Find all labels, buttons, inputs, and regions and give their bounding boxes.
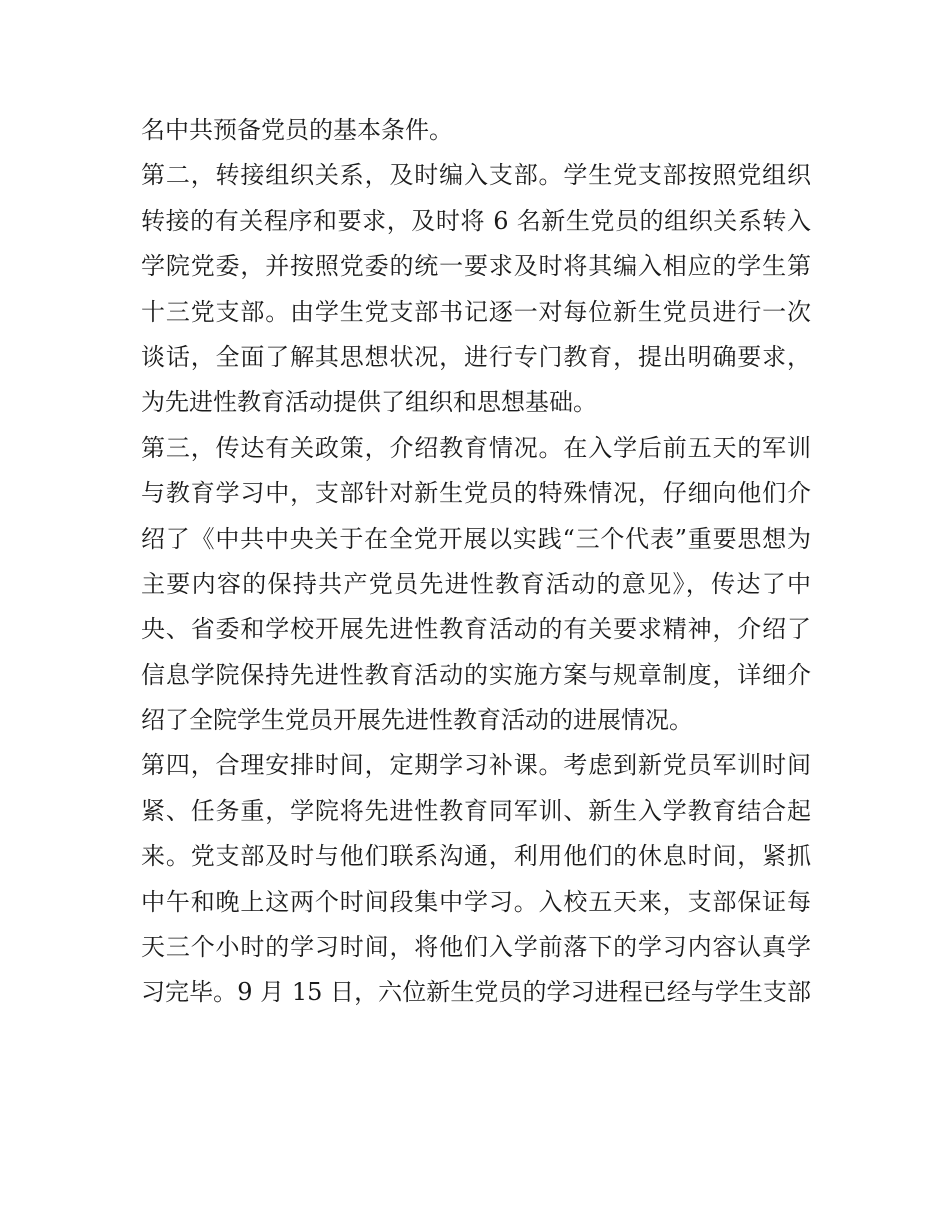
text-line: 习完毕。9 月 15 日，六位新生党员的学习进程已经与学生支部: [141, 978, 811, 1007]
text-line: 转接的有关程序和要求，及时将 6 名新生党员的组织关系转入: [141, 206, 811, 235]
text-line: 紧、任务重，学院将先进性教育同军训、新生入学教育结合起: [141, 796, 811, 825]
text-line: 主要内容的保持共产党员先进性教育活动的意见》，传达了中: [141, 569, 811, 598]
body-text: [141, 108, 811, 1016]
text-line: 央、省委和学校开展先进性教育活动的有关要求精神，介绍了: [141, 615, 811, 644]
text-line: 与教育学习中，支部针对新生党员的特殊情况，仔细向他们介: [141, 479, 811, 508]
text-line: 第四，合理安排时间，定期学习补课。考虑到新党员军训时间: [141, 751, 811, 780]
text-line: 绍了全院学生党员开展先进性教育活动的进展情况。: [141, 706, 693, 735]
text-line: 十三党支部。由学生党支部书记逐一对每位新生党员进行一次: [141, 297, 811, 326]
text-line: 绍了《中共中央关于在全党开展以实践“三个代表”重要思想为: [141, 524, 811, 553]
text-line: 为先进性教育活动提供了组织和思想基础。: [141, 388, 597, 417]
text-line: 中午和晚上这两个时间段集中学习。入校五天来，支部保证每: [141, 887, 811, 916]
text-line: 第三，传达有关政策，介绍教育情况。在入学后前五天的军训: [141, 433, 811, 462]
text-line: 来。党支部及时与他们联系沟通，利用他们的休息时间，紧抓: [141, 842, 811, 871]
text-line: 天三个小时的学习时间，将他们入学前落下的学习内容认真学: [141, 933, 811, 962]
text-line: 谈话，全面了解其思想状况，进行专门教育，提出明确要求，: [141, 342, 811, 371]
text-line: 信息学院保持先进性教育活动的实施方案与规章制度，详细介: [141, 660, 811, 689]
text-line: 第二，转接组织关系，及时编入支部。学生党支部按照党组织: [141, 161, 811, 190]
text-line: 名中共预备党员的基本条件。: [141, 116, 453, 144]
text-line: 学院党委，并按照党委的统一要求及时将其编入相应的学生第: [141, 252, 811, 281]
